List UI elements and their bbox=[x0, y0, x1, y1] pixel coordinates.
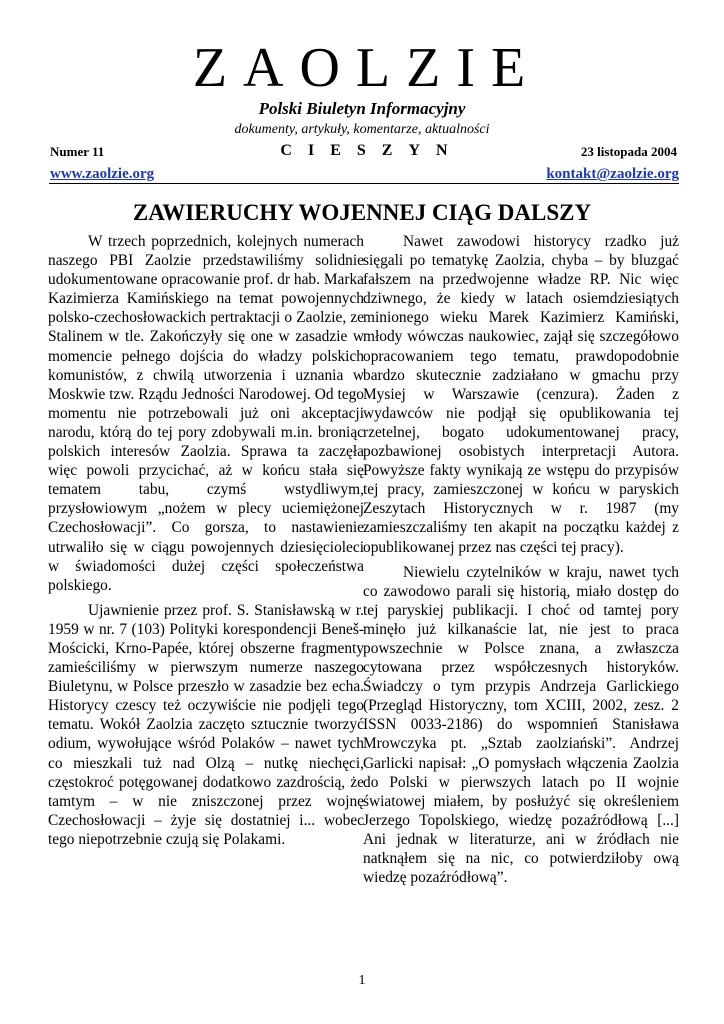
email-link[interactable]: kontakt@zaolzie.org bbox=[546, 166, 679, 182]
article-paragraph: Niewielu czytelników w kraju, nawet tych co zawodowo parali się historią, miało dostęp do tej paryskiej publikacji. I choć od tamtej pory minęło już kilkanaście lat, nie jest to praca powszechnie w Polsce znana, a zwłaszcza cytowana przez współczesnych historyków. Świadczy o tym przypis Andrzeja Garlickiego (Przegląd Historyczny, tom XCIII, 2002, zesz. 2 ISSN 0033-2186) do wspomnień Stanisława Mrowczyka pt. „Sztab zaolziański”. Andrzej Garlicki napisał: „O pomysłach włączenia Zaolzia do Polski w pierwszych latach po II wojnie światowej miałem, by posłużyć się określeniem Jerzego Topolskiego, wiedzę pozaźródłową [...] Ani jednak w literaturze, ani w źródłach nie natknąłem się na nic, co potwierdziłoby ową wiedzę pozaźródłową”. bbox=[363, 563, 679, 887]
page-number: 1 bbox=[358, 973, 366, 988]
article-paragraph: Ujawnienie przez prof. S. Stanisławską w r. 1959 w nr. 7 (103) Polityki korespondencji Beneš-Mościcki, Krno-Papée, której obszerne fragmenty zamieściliśmy w pierwszym numerze naszego Biuletynu, w Polsce przeszło w zasadzie bez echa. Historycy czescy też oczywiście nie podjęli tego tematu. Wokół Zaolzia zaczęto sztucznie tworzyć odium, wywołujące wśród Polaków – nawet tych co mieszkali tuż nad Olzą – nutkę niechęci, częstokroć potęgowanej dodatkowo zazdrością, że tamtym – w nie zniszczonej przez wojnę Czechosłowacji – żyje się dostatniej i... wobec tego niepotrzebnie czują się Polakami. bbox=[48, 601, 364, 848]
city-name: CIESZYN bbox=[280, 142, 464, 159]
issue-date: 23 listopada 2004 bbox=[580, 144, 677, 159]
masthead-divider bbox=[49, 183, 679, 184]
article-headline: ZAWIERUCHY WOJENNEJ CIĄG DALSZY bbox=[132, 200, 592, 225]
masthead-tagline: dokumenty, artykuły, komentarze, aktualności bbox=[234, 122, 490, 137]
issue-number: Numer 11 bbox=[50, 144, 105, 159]
article-paragraph: W trzech poprzednich, kolejnych numerach naszego PBI Zaolzie przedstawiliśmy solidnie udokumentowane opracowanie prof. dr hab. Marka Kazimierza Kamińskiego na temat powojennych polsko-czechosłowackich pertraktacji o Zaolzie, ze Stalinem w tle. Zakończyły się one w zasadzie w momencie pełnego dojścia do władzy polskich komunistów, z chwilą utworzenia i uznania w Moskwie tzw. Rządu Jedności Narodowej. Od tego momentu nie potrzebowali już oni akceptacji narodu, którą do tej pory zdobywali m.in. broniąc polskich interesów Zaolzia. Sprawa ta zaczęła więc powoli przycichać, aż w końcu stała się tematem tabu, czymś wstydliwym, przysłowiowym „nożem w plecy uciemiężonej Czechosłowacji”. Co gorsza, to nastawienie utrwaliło się w ciągu powojennych dziesięcioleci w świadomości dużej części społeczeństwa polskiego. bbox=[48, 233, 364, 594]
masthead-subtitle: Polski Biuletyn Informacyjny bbox=[258, 99, 466, 118]
article-paragraph: Nawet zawodowi historycy rzadko już sięgali po tematykę Zaolzia, chyba – by bluzgać fałszem na przedwojenne władze RP. Nic więc dziwnego, że kiedy w latach osiemdziesiątych minionego wieku Marek Kazimierz Kamiński, młody wówczas naukowiec, zajął się szczegółowo opracowaniem tego tematu, prawdopodobnie bardzo skutecznie zadziałano w gmachu przy Mysiej w Warszawie (cenzura). Żaden z wydawców nie podjął się opublikowania tej rzetelnej, bogato udokumentowanej pracy, pozbawionej osobistych interpretacji Autora. Powyższe fakty wynikają ze wstępu do przypisów tej pracy, zamieszczonej w końcu w paryskich Zeszytach Historycznych w r. 1987 (my zamieszczaliśmy ten akapit na początku każdej z opublikowanej przez nas części tej pracy). bbox=[363, 233, 679, 556]
article-column-right bbox=[363, 232, 679, 893]
article-column-left bbox=[48, 232, 364, 855]
website-link[interactable]: www.zaolzie.org bbox=[50, 166, 155, 182]
masthead-title: ZAOLZIE bbox=[192, 37, 542, 99]
